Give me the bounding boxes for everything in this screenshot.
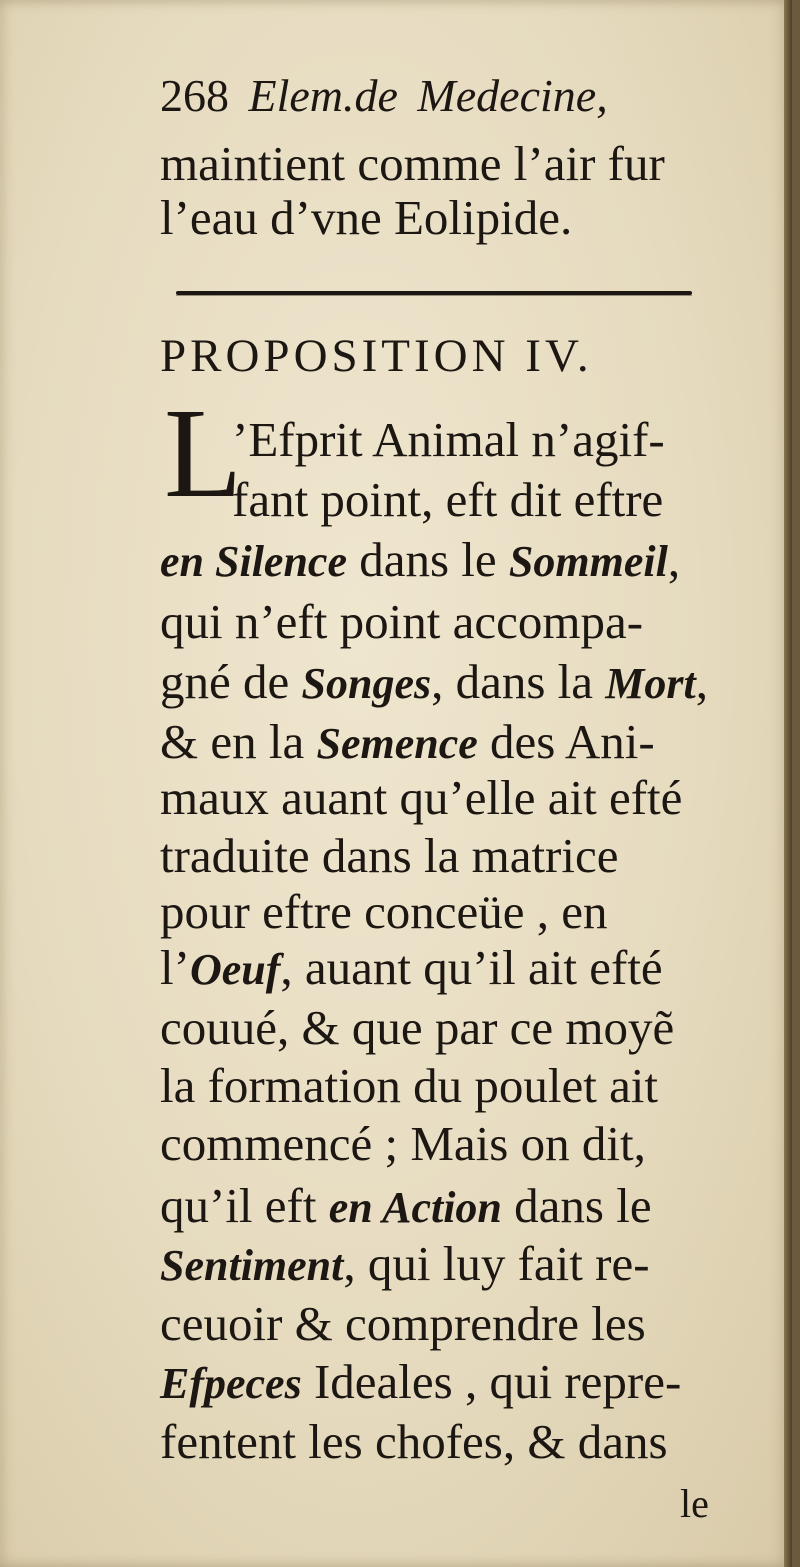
text-line: ceuoir & comprendre les <box>160 1296 646 1351</box>
text-run: gné de <box>160 654 302 709</box>
italic-term: Oeuf <box>189 945 281 994</box>
italic-term: Efpeces <box>160 1359 302 1408</box>
text-line <box>160 532 680 590</box>
text-run: dans le <box>346 532 509 587</box>
italic-term: Mort <box>605 659 696 708</box>
text-run: , dans la <box>431 654 606 709</box>
text-line <box>160 1236 650 1294</box>
text-line: maux auant qu’elle ait efté <box>160 770 683 825</box>
italic-term: Sommeil <box>508 537 668 586</box>
italic-term: Songes <box>301 659 432 708</box>
text-run: & en la <box>160 714 317 769</box>
running-header <box>160 68 608 124</box>
page-number: 268 <box>160 70 229 121</box>
running-title: Elem.de Medecine, <box>248 70 608 121</box>
text-line: maintient comme l’air fur <box>160 136 665 191</box>
italic-term: Semence <box>316 719 478 768</box>
text-run: dans le <box>501 1178 652 1233</box>
text-line: fentent les chofes, & dans <box>160 1414 668 1469</box>
text-run: , <box>667 532 681 587</box>
text-run: l’ <box>160 940 190 995</box>
text-run: des Ani- <box>477 714 655 769</box>
italic-term: Sentiment <box>160 1241 344 1290</box>
text-run: Ideales , qui repre- <box>301 1354 682 1409</box>
italic-term: en Silence <box>160 537 347 586</box>
page-edge <box>784 0 792 1567</box>
text-line: la formation du poulet ait <box>160 1058 659 1113</box>
text-line: commencé ; Mais on dit, <box>160 1116 646 1171</box>
text-line: traduite dans la matrice <box>160 828 619 883</box>
text-line <box>160 1178 652 1236</box>
text-run: qu’il eft <box>160 1178 329 1233</box>
text-line <box>160 940 663 998</box>
text-run: , auant qu’il ait efté <box>280 940 663 995</box>
text-line <box>160 1354 681 1412</box>
text-run: , qui luy fait re- <box>343 1236 650 1291</box>
catchword: le <box>680 1481 709 1526</box>
text-line: pour eftre conceüe , en <box>160 884 608 939</box>
italic-term: en Action <box>328 1183 502 1232</box>
text-line <box>160 654 708 712</box>
drop-cap: L <box>164 382 243 524</box>
text-line: l’eau d’vne Eolipide. <box>160 190 573 245</box>
text-run: , <box>695 654 709 709</box>
text-line <box>160 714 655 772</box>
text-line: couué, & que par ce moyẽ <box>160 1000 675 1055</box>
text-line: fant point, eft dit eftre <box>232 472 664 527</box>
section-divider-rule <box>176 291 692 295</box>
text-line: ’Efprit Animal n’agif- <box>232 412 665 467</box>
text-line: qui n’eft point accompa- <box>160 594 644 649</box>
proposition-heading: PROPOSITION IV. <box>160 330 593 382</box>
